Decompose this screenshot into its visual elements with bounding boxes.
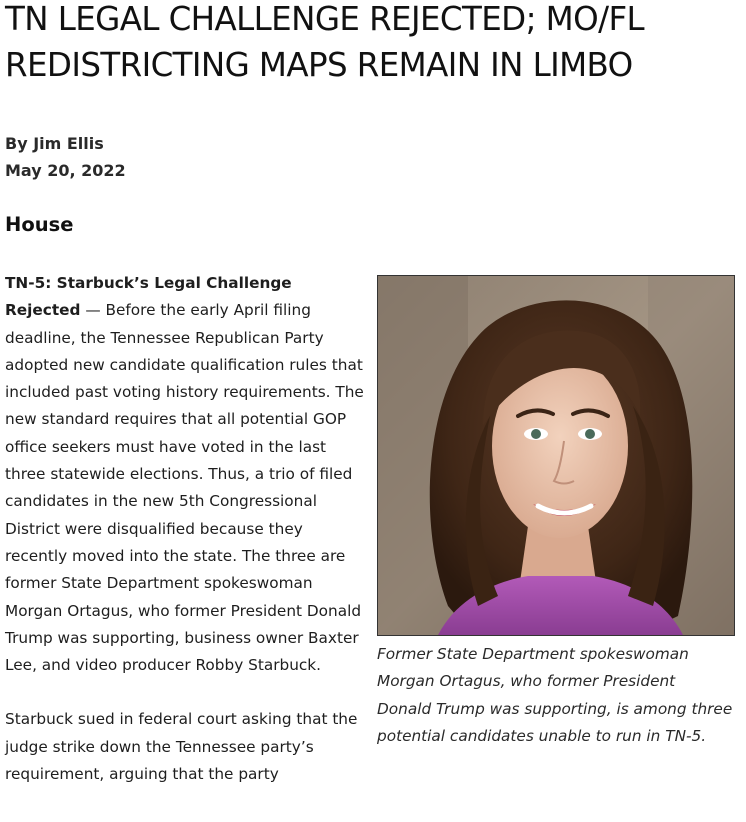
publish-date: May 20, 2022 (5, 161, 126, 180)
author: By Jim Ellis (5, 134, 104, 153)
section-heading: House (5, 213, 74, 236)
article-title: TN LEGAL CHALLENGE REJECTED; MO/FL REDISTRICTING MAPS REMAIN IN LIMBO (5, 0, 645, 84)
paragraph-text: — Before the early April filing deadline, the Tennessee Republican Party adopted new candidate qualification rules that included past voting history requirements. The new standard requires that all potential GOP office seekers must have voted in the last three statewide elections. Thus, a trio of filed candidates in the new 5th Congressional District were disqualified because they recently moved into the state. The three are former State Department spokeswoman Morgan Ortagus, who former President Donald Trump was supporting, business owner Baxter Lee, and video producer Robby Starbuck. (5, 301, 364, 675)
byline (5, 130, 126, 184)
portrait-photo (377, 275, 735, 636)
paragraph-text: Starbuck sued in federal court asking that the judge strike down the Tennessee party’s requirement, arguing that the party (5, 710, 358, 784)
article-body (5, 270, 367, 815)
paragraph (5, 270, 367, 679)
figure (377, 275, 737, 750)
paragraph (5, 706, 367, 788)
figure-caption: Former State Department spokeswoman Morgan Ortagus, who former President Donald Trump was supporting, is among three potential candidates unable to run in TN-5. (377, 645, 733, 745)
paragraph-lead: TN-5: Starbuck’s Legal Challenge Rejected (5, 274, 292, 320)
